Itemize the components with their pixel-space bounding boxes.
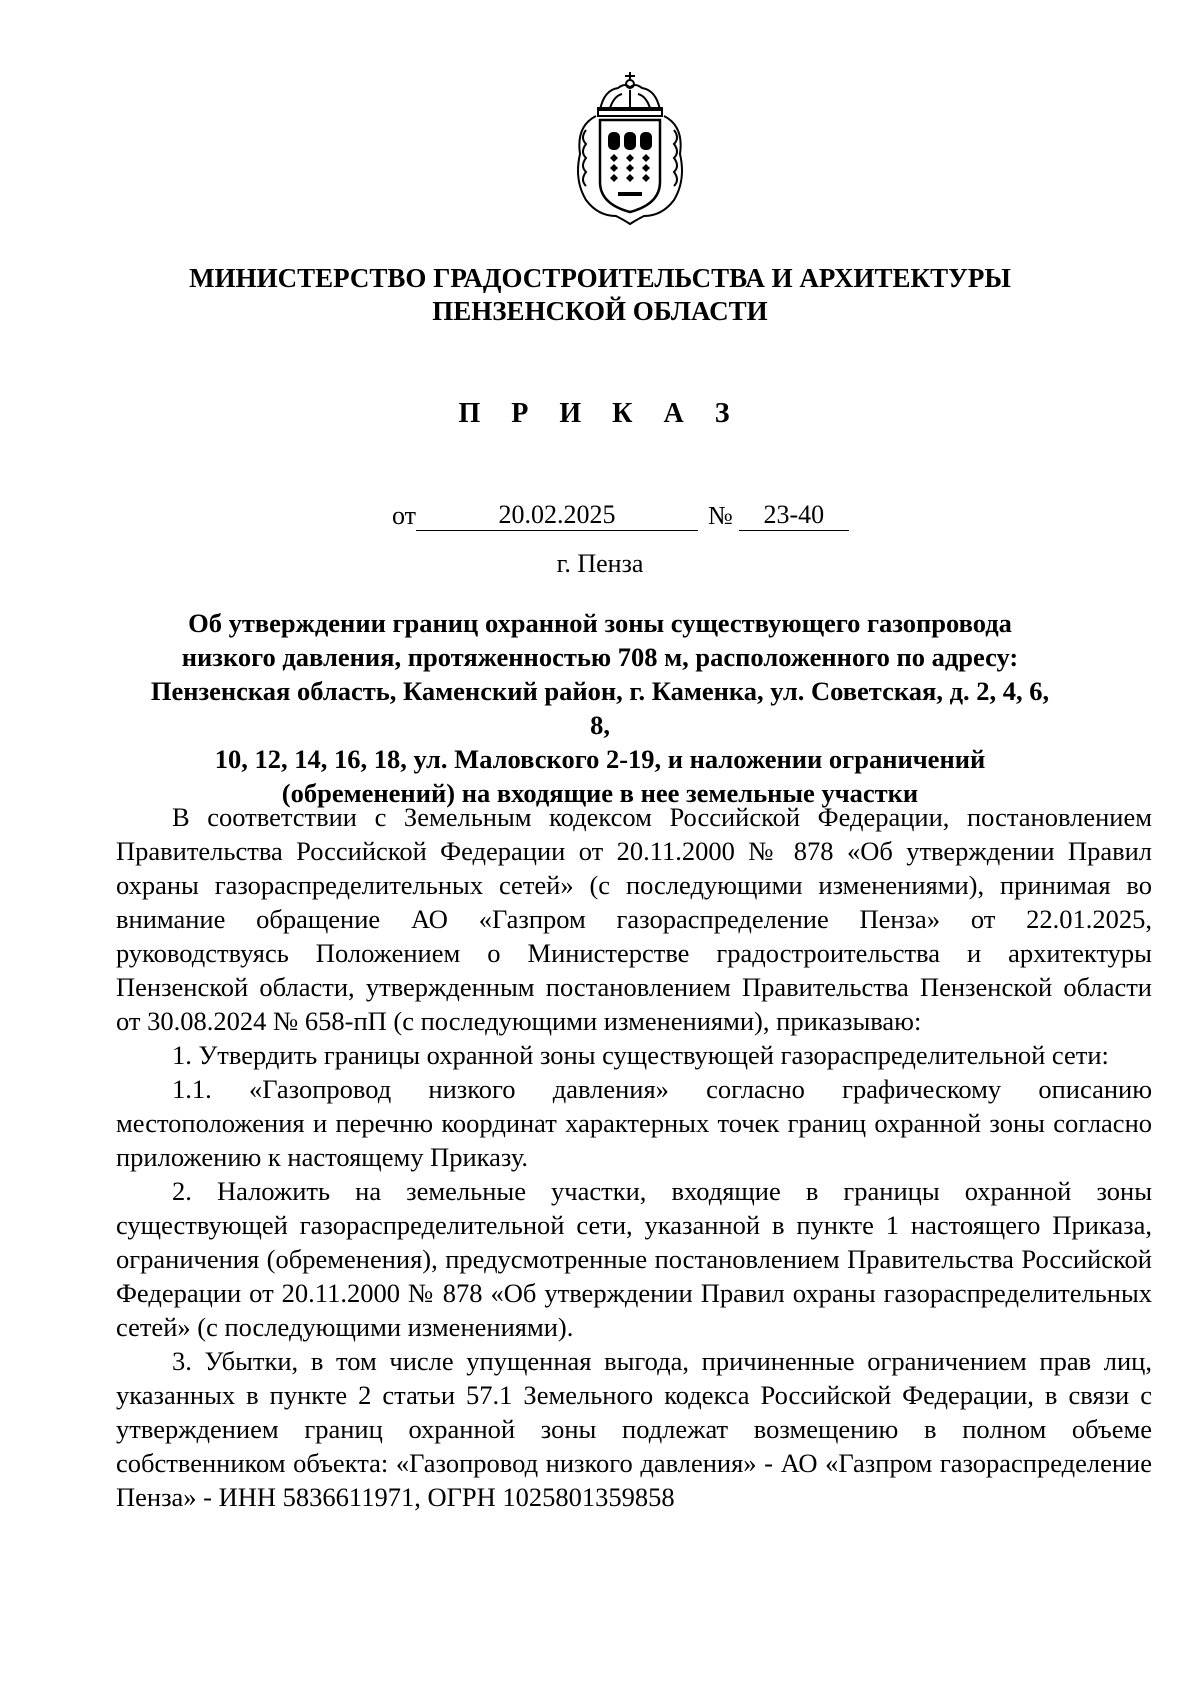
- order-title-line4: 10, 12, 14, 16, 18, ул. Маловского 2-19, и наложении ограничений: [214, 744, 986, 774]
- item-1-1-paragraph: 1.1. «Газопровод низкого давления» согласно графическому описанию местоположения и перечню координат характерных точек границ охранной зоны согласно приложению к настоящему Приказу.: [116, 1074, 1152, 1172]
- order-title-line2: низкого давления, протяженностью 708 м, расположенного по адресу:: [181, 642, 1019, 672]
- coat-of-arms-icon: [570, 70, 690, 228]
- date-number-line: [392, 500, 849, 531]
- date-field: 20.02.2025: [416, 500, 698, 531]
- ministry-name-line1: МИНИСТЕРСТВО ГРАДОСТРОИТЕЛЬСТВА И АРХИТЕКТУРЫ: [189, 263, 1011, 293]
- order-title-line1: Об утверждении границ охранной зоны существующего газопровода: [188, 608, 1012, 638]
- item-3-paragraph: 3. Убытки, в том числе упущенная выгода, причиненные ограничением прав лиц, указанных в пункте 2 статьи 57.1 Земельного кодекса Российской Федерации, в связи с утверждением границ охранной зоны подлежат возмещению в полном объеме собственником объекта: «Газопровод низкого давления» - АО «Газпром газораспределение Пенза» - ИНН 5836611971, ОГРН 1025801359858: [116, 1346, 1152, 1512]
- item-2-paragraph: 2. Наложить на земельные участки, входящие в границы охранной зоны существующей газораспределительной сети, указанной в пункте 1 настоящего Приказа, ограничения (обременения), предусмотренные постановлением Правительства Российской Федерации от 20.11.2000 № 878 «Об утверждении Правил охраны газораспределительных сетей» (с последующими изменениями).: [116, 1176, 1152, 1342]
- city-line: г. Пенза: [556, 549, 644, 578]
- order-title-line3: Пензенская область, Каменский район, г. Каменка, ул. Советская, д. 2, 4, 6, 8,: [150, 676, 1050, 740]
- preamble-paragraph: В соответствии с Земельным кодексом Российской Федерации, постановлением Правительства Российской Федерации от 20.11.2000 № 878 «Об утверждении Правил охраны газораспределительных сетей» (с последующими изменениями), принимая во внимание обращение АО «Газпром газораспределение Пенза» от 22.01.2025, руководствуясь Положением о Министерстве градостроительства и архитектуры Пензенской области, утвержденным постановлением Правительства Пензенской области от 30.08.2024 № 658-пП (с последующими изменениями), приказываю:: [116, 802, 1152, 1036]
- ministry-name: [100, 262, 1100, 328]
- order-title: [140, 606, 1060, 810]
- document-type-heading: П Р И К А З: [458, 398, 742, 429]
- number-label: №: [708, 501, 733, 530]
- order-title-line5: (обременений) на входящие в нее земельные участки: [281, 778, 919, 808]
- ministry-name-line2: ПЕНЗЕНСКОЙ ОБЛАСТИ: [432, 296, 768, 326]
- item-1-paragraph: 1. Утвердить границы охранной зоны существующей газораспределительной сети:: [172, 1040, 1109, 1070]
- order-body: [116, 800, 1152, 1514]
- date-label: от: [392, 501, 417, 530]
- number-field: 23-40: [739, 500, 849, 531]
